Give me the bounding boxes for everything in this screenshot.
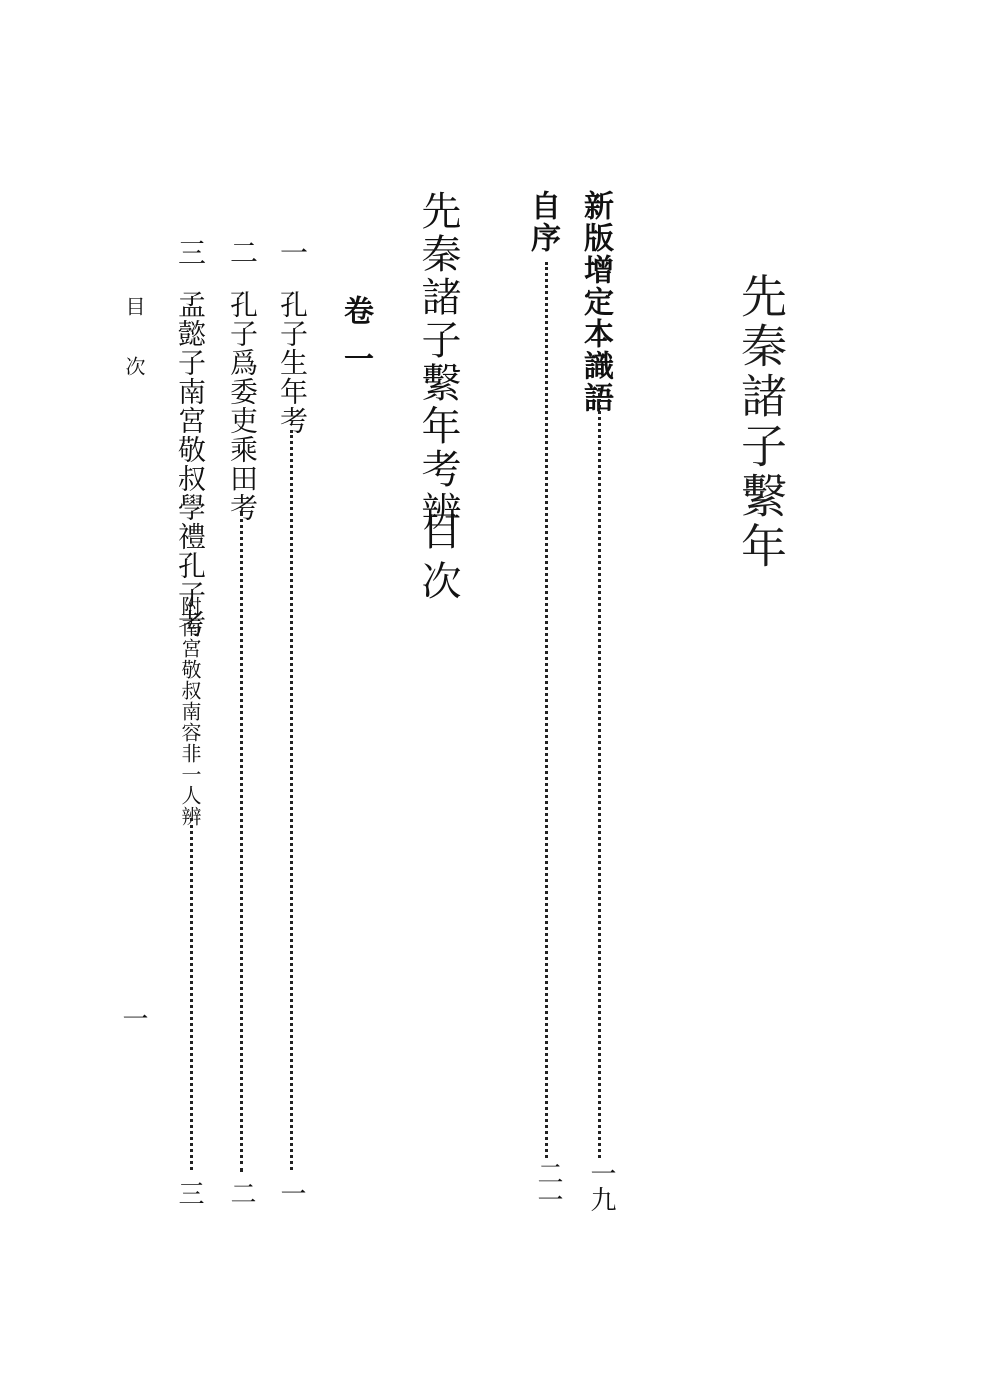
leader-dots	[598, 388, 601, 1158]
entry-note: 附南宮敬叔南容非一人辨	[178, 596, 202, 827]
toc-title: 先秦諸子繫年考辨	[415, 190, 461, 534]
front-matter-label-preface-new-edition[interactable]: 新版增定本識語	[578, 190, 613, 414]
leader-dots	[545, 262, 548, 1158]
entry-page: 二	[226, 1180, 256, 1206]
leader-dots	[190, 818, 193, 1170]
running-header: 目次	[122, 296, 146, 416]
entry-number: 三	[174, 238, 207, 266]
page-folio: 一	[118, 1005, 148, 1031]
volume-heading: 卷一	[338, 295, 373, 391]
leader-dots	[290, 430, 293, 1170]
entry-title[interactable]: 孔子爲委吏乘田考	[226, 290, 259, 522]
entry-title[interactable]: 孟懿子南宮敬叔學禮孔子考	[174, 290, 207, 638]
front-matter-label-author-preface[interactable]: 自序	[525, 190, 560, 254]
leader-dots	[240, 512, 243, 1172]
entry-number: 一	[276, 238, 309, 266]
entry-number: 二	[226, 238, 259, 266]
front-matter-page-author-preface: 二一	[533, 1160, 563, 1212]
entry-page: 三	[174, 1180, 204, 1206]
book-title: 先秦諸子繫年	[734, 272, 788, 572]
entry-page: 一	[276, 1180, 306, 1206]
toc-subtitle: 目次	[415, 510, 461, 610]
front-matter-page-preface-new-edition: 一九	[586, 1160, 616, 1212]
entry-title[interactable]: 孔子生年考	[276, 290, 309, 435]
